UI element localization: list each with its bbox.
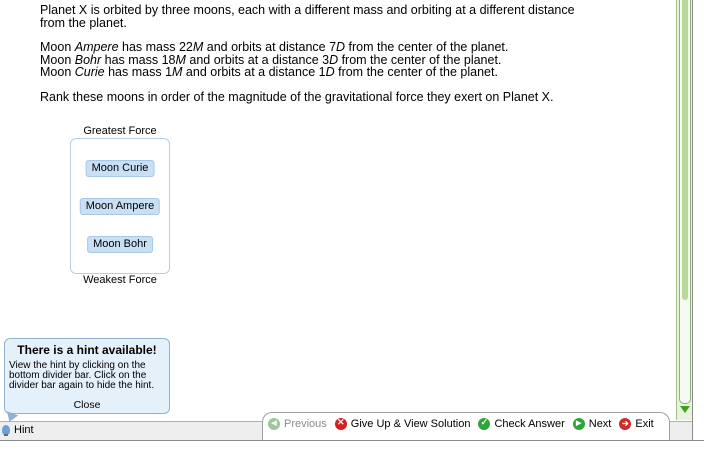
hint-popup [4,338,170,414]
previous-button[interactable] [268,418,327,430]
exit-label: Exit [635,418,654,430]
scrollbar-track[interactable] [679,0,691,404]
give-up-label: Give Up & View Solution [350,418,471,430]
check-answer-button[interactable] [478,418,564,430]
ranking-top-label: Greatest Force [83,125,157,137]
next-arrow-icon [573,418,585,430]
ranking-dropzone[interactable] [70,138,170,274]
window-frame-bottom [0,440,704,455]
ranking-item-moon-ampere[interactable]: Moon Ampere [80,198,160,215]
moon-line: Moon Bohr has mass 18M and orbits at a distance 3D from the center of the planet. [40,52,502,67]
hint-popup-body: View the hint by clicking on the bottom divider bar. Click on the divider bar again to hide the hint. [9,360,155,391]
exit-button[interactable] [619,418,653,430]
navigation-toolbar [268,418,662,430]
checkmark-icon [478,418,490,430]
check-answer-label: Check Answer [494,418,565,430]
moon-list [40,41,508,79]
vertical-scrollbar[interactable] [676,0,693,420]
hint-popup-title: There is a hint available! [17,343,157,357]
give-up-x-icon [335,418,347,430]
ranking-item-moon-bohr[interactable]: Moon Bohr [87,236,153,253]
scrollbar-thumb[interactable] [682,0,688,300]
previous-arrow-icon [268,418,280,430]
moon-line: Moon Ampere has mass 22M and orbits at distance 7D from the center of the planet. [40,40,509,54]
exit-door-icon [619,418,631,430]
ranking-item-moon-curie[interactable]: Moon Curie [86,160,155,177]
problem-question: Rank these moons in order of the magnitude of the gravitational force they exert on Planet X. [40,90,554,104]
hint-label: Hint [14,424,34,436]
next-button[interactable] [573,418,612,430]
scroll-down-arrow-icon[interactable] [680,406,690,413]
give-up-button[interactable] [335,418,471,430]
moon-line: Moon Curie has mass 1M and orbits at a distance 1D from the center of the planet. [40,65,498,80]
problem-intro: Planet X is orbited by three moons, each with a different mass and orbiting at a different distance from the planet. [40,3,575,30]
ranking-bottom-label: Weakest Force [83,274,157,286]
window-frame-right [692,0,704,454]
next-label: Next [588,418,612,430]
lightbulb-icon [2,425,10,435]
previous-label: Previous [284,418,327,430]
hint-toggle[interactable] [2,424,34,436]
hint-close-link[interactable]: Close [73,399,101,411]
